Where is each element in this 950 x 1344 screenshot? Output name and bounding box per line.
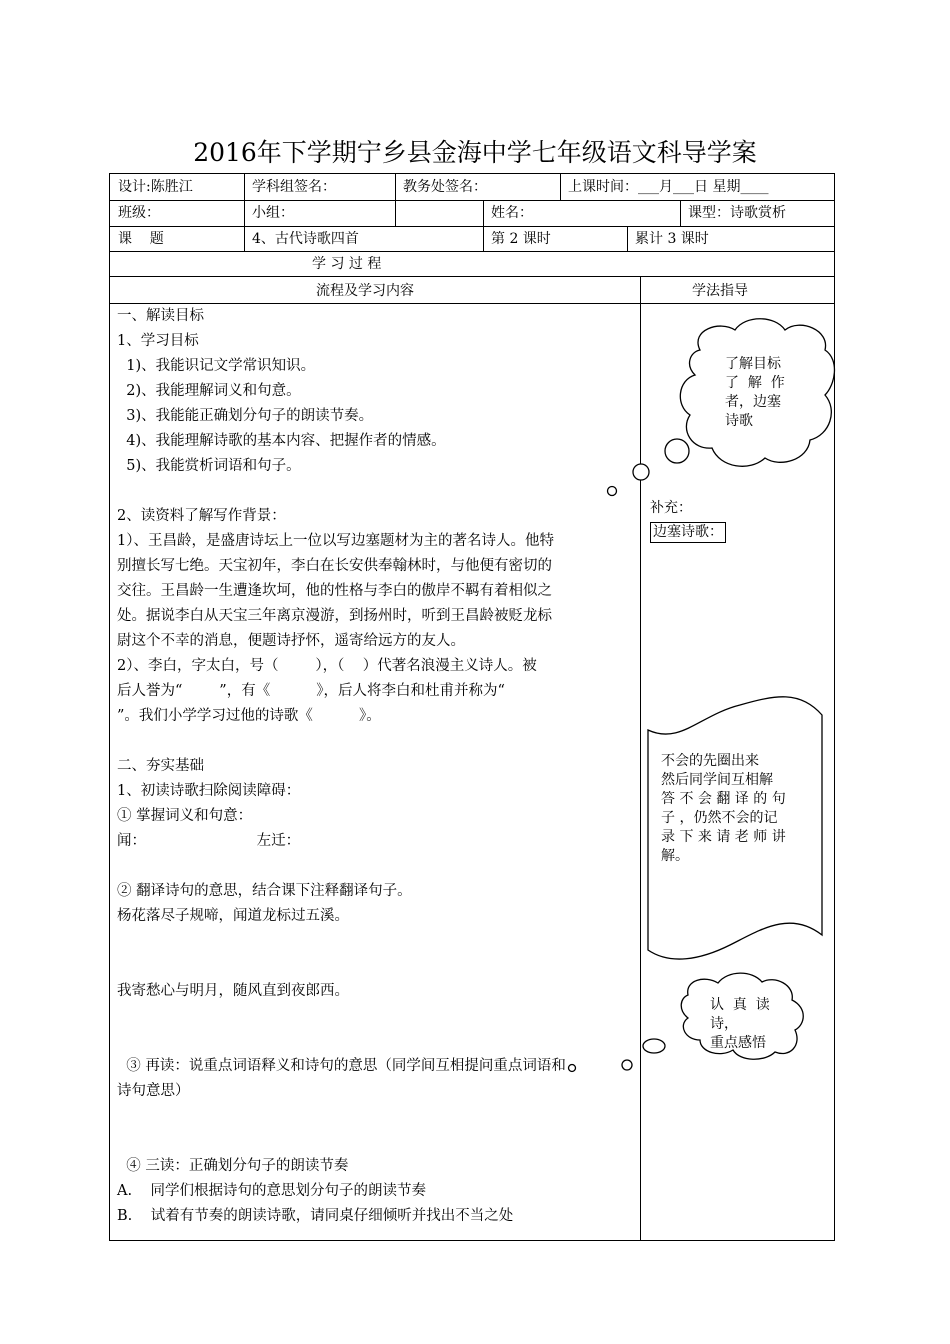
content-line: 别擅长写七绝。天宝初年，李白在长安供奉翰林时，与他便有密切的 — [117, 558, 552, 574]
cloud-top-text: 了解目标 了 解 作 者，边塞 诗歌 — [725, 356, 785, 429]
lesson-type: 课型：诗歌赏析 — [688, 205, 786, 221]
supplement-label: 补充： — [650, 500, 692, 516]
content-line: 1）、王昌龄，是盛唐诗坛上一位以写边塞题材为主的著名诗人。他特 — [117, 533, 554, 549]
content-line: 杨花落尽子规啼，闻道龙标过五溪。 — [117, 908, 349, 924]
office-sign-field[interactable]: 教务处签名： — [403, 179, 487, 195]
thought-bubble — [569, 1065, 576, 1072]
guide-column-header: 学法指导 — [692, 283, 748, 299]
content-line: ② 翻译诗句的意思，结合课下注释翻译句子。 — [117, 883, 412, 899]
content-line: ④ 三读：正确划分句子的朗读节奏 — [117, 1158, 349, 1174]
content-line: B. 试着有节奏的朗读诗歌，请同桌仔细倾听并找出不当之处 — [117, 1208, 514, 1224]
content-line: 1)、我能识记文学常识知识。 — [117, 358, 316, 374]
class-field[interactable]: 班级： — [118, 205, 160, 221]
content-line: 5)、我能赏析词语和句子。 — [117, 458, 301, 474]
scroll-text: 不会的先圈出来 然后同学间互相解 答 不 会 翻 译 的 句 子 ，仍然不会的记 录 下 来 请 老 师 讲 解。 — [661, 753, 786, 864]
content-column-header: 流程及学习内容 — [316, 283, 414, 299]
designer: 设计:陈胜江 — [118, 179, 193, 195]
frontier-poetry-box[interactable]: 边塞诗歌： — [650, 522, 726, 543]
content-line: 2)、我能理解词义和句意。 — [117, 383, 301, 399]
content-line: 我寄愁心与明月，随风直到夜郎西。 — [117, 983, 349, 999]
group-sign-field[interactable]: 学科组签名： — [252, 179, 336, 195]
content-line: 闻： 左迁： — [117, 833, 301, 849]
period: 第 2 课时 — [491, 231, 551, 247]
content-line: 2）、李白，字太白，号（ ），（ ）代著名浪漫主义诗人。被 — [117, 658, 537, 674]
thought-bubble — [633, 464, 649, 480]
group-field[interactable]: 小组： — [252, 205, 294, 221]
page-title: 2016年下学期宁乡县金海中学七年级语文科导学案 — [193, 138, 757, 167]
content-line: 1、学习目标 — [117, 333, 199, 349]
total-periods: 累计 3 课时 — [635, 231, 709, 247]
content-line: 4)、我能理解诗歌的基本内容、把握作者的情感。 — [117, 433, 446, 449]
thought-bubble — [643, 1039, 665, 1053]
content-line: 3)、我能能正确划分句子的朗读节奏。 — [117, 408, 374, 424]
content-line: 二、夯实基础 — [117, 758, 204, 774]
content-line: 2、读资料了解写作背景： — [117, 508, 286, 524]
content-line: A. 同学们根据诗句的意思划分句子的朗读节奏 — [117, 1183, 427, 1199]
content-line: 尉这个不幸的消息，便题诗抒怀，遥寄给远方的友人。 — [117, 633, 465, 649]
content-line: 交往。王昌龄一生遭逢坎坷，他的性格与李白的傲岸不羁有着相似之 — [117, 583, 552, 599]
thought-bubble — [665, 439, 689, 463]
content-line: ③ 再读：说重点词语释义和诗句的意思（同学间互相提问重点词语和 — [117, 1058, 566, 1074]
content-line: 一、解读目标 — [117, 308, 204, 324]
class-time-field[interactable]: 上课时间：___月___日 星期____ — [568, 179, 769, 195]
cloud-bottom-text: 认 真 读 诗， 重点感悟 — [710, 997, 770, 1051]
topic-label: 课 题 — [118, 231, 164, 247]
content-line: ”。我们小学学习过他的诗歌《 》。 — [117, 708, 381, 724]
thought-bubble — [608, 487, 617, 496]
name-field[interactable]: 姓名： — [491, 205, 533, 221]
content-line: ① 掌握词义和句意： — [117, 808, 253, 824]
content-line: 1、初读诗歌扫除阅读障碍： — [117, 783, 301, 799]
content-line: 处。据说李白从天宝三年离京漫游，到扬州时，听到王昌龄被贬龙标 — [117, 608, 552, 624]
content-line: 后人誉为“ ”，有《 》，后人将李白和杜甫并称为“ — [117, 683, 505, 699]
content-line: 诗句意思） — [117, 1083, 190, 1099]
topic: 4、古代诗歌四首 — [252, 231, 359, 247]
thought-bubble — [622, 1060, 632, 1070]
process-heading: 学 习 过 程 — [312, 256, 382, 272]
